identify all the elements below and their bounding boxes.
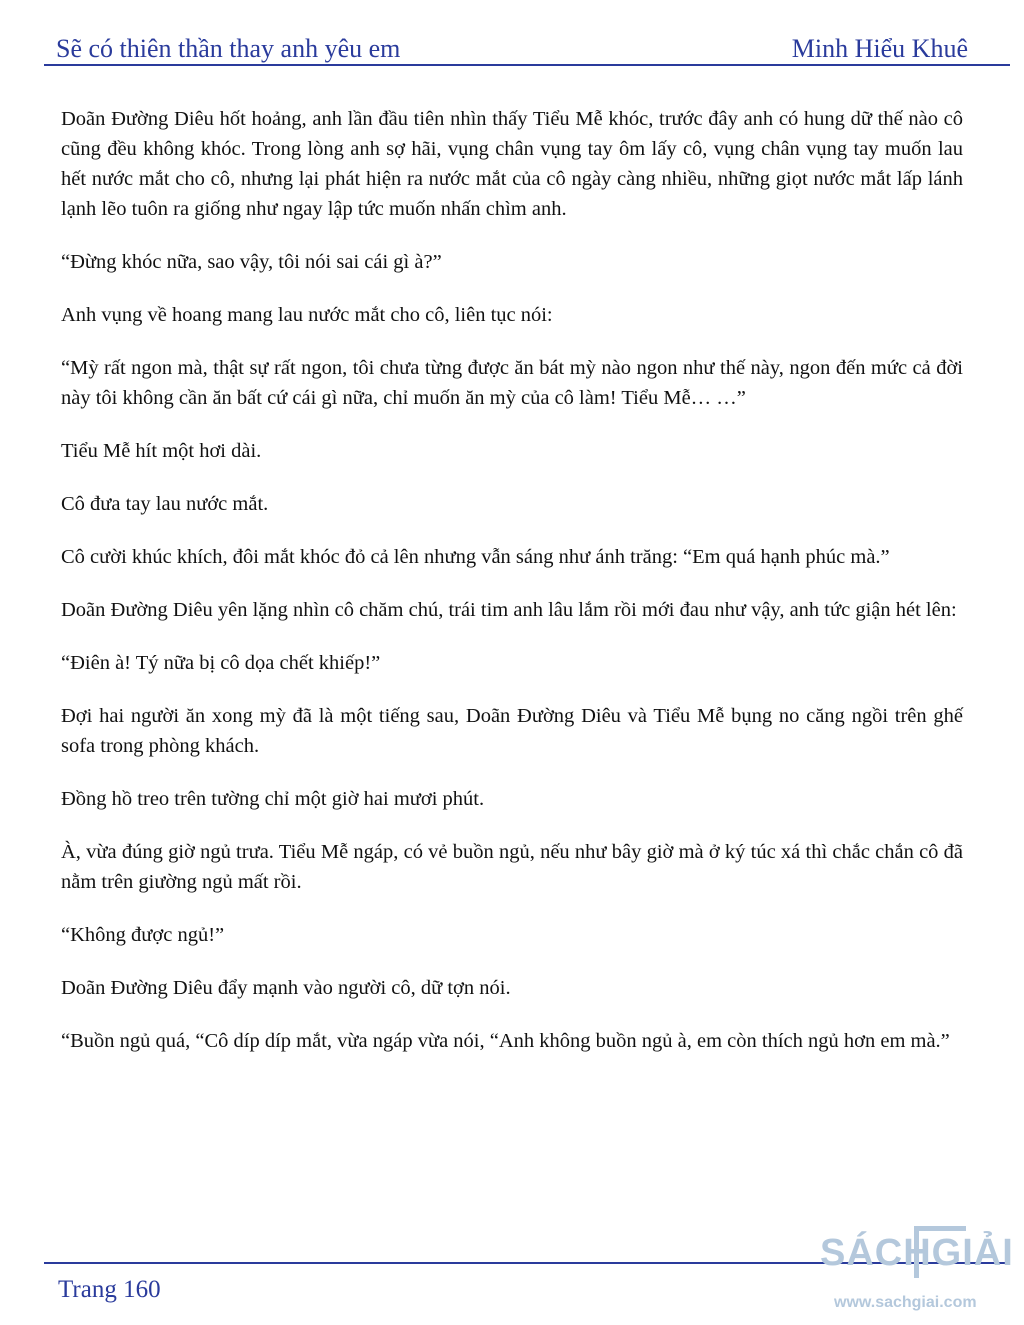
paragraph: “Đừng khóc nữa, sao vậy, tôi nói sai cái gì à?” [61,251,442,273]
paragraph: “Buồn ngủ quá, “Cô díp díp mắt, vừa ngáp vừa nói, “Anh không buồn ngủ à, em còn thích ngủ hơn em mà.” [61,1030,950,1052]
paragraph: Anh vụng về hoang mang lau nước mắt cho cô, liên tục nói: [61,304,553,326]
paragraph: À, vừa đúng giờ ngủ trưa. Tiểu Mễ ngáp, có vẻ buồn ngủ, nếu như bây giờ mà ở ký túc xá thì chắc chắn cô đã nằm trên giường ngủ mất rồi. [61,841,963,893]
paragraph: Tiểu Mễ hít một hơi dài. [61,440,262,462]
paragraph: Doãn Đường Diêu yên lặng nhìn cô chăm chú, trái tim anh lâu lắm rồi mới đau như vậy, anh tức giận hét lên: [61,599,957,621]
watermark-brand: SÁCHGIẢI [820,1232,1014,1274]
watermark-url: www.sachgiai.com [834,1294,977,1311]
paragraph: “Điên à! Tý nữa bị cô dọa chết khiếp!” [61,652,381,674]
page-body [61,104,963,1079]
paragraph: Doãn Đường Diêu đẩy mạnh vào người cô, dữ tợn nói. [61,977,511,999]
page-header [56,24,968,64]
book-title: Sẽ có thiên thần thay anh yêu em [56,34,401,63]
header-divider [44,64,1010,66]
page-number: Trang 160 [58,1276,161,1303]
paragraph: “Mỳ rất ngon mà, thật sự rất ngon, tôi chưa từng được ăn bát mỳ nào ngon như thế này, ngon đến mức cả đời này tôi không cần ăn bất cứ cái gì nữa, chỉ muốn ăn mỳ của cô làm! Tiểu Mễ… …” [61,357,963,409]
paragraph: “Không được ngủ!” [61,924,225,946]
paragraph: Đồng hồ treo trên tường chỉ một giờ hai mươi phút. [61,788,485,810]
paragraph: Doãn Đường Diêu hốt hoảng, anh lần đầu tiên nhìn thấy Tiểu Mễ khóc, trước đây anh có hung dữ thế nào cô cũng đều không khóc. Trong lòng anh sợ hãi, vụng chân vụng tay ôm lấy cô, vụng chân vụng tay muốn lau hết nước mắt cho cô, nhưng lại phát hiện ra nước mắt của cô ngày càng nhiều, những giọt nước mắt lấp lánh lạnh lẽo tuôn ra giống như ngay lập tức muốn nhấn chìm anh. [61,108,963,220]
paragraph: Đợi hai người ăn xong mỳ đã là một tiếng sau, Doãn Đường Diêu và Tiểu Mễ bụng no căng ngồi trên ghế sofa trong phòng khách. [61,705,963,757]
paragraph: Cô cười khúc khích, đôi mắt khóc đỏ cả lên nhưng vẫn sáng như ánh trăng: “Em quá hạnh phúc mà.” [61,546,890,568]
paragraph: Cô đưa tay lau nước mắt. [61,493,269,515]
book-author: Minh Hiểu Khuê [791,34,968,63]
watermark-logo [820,1218,1024,1322]
